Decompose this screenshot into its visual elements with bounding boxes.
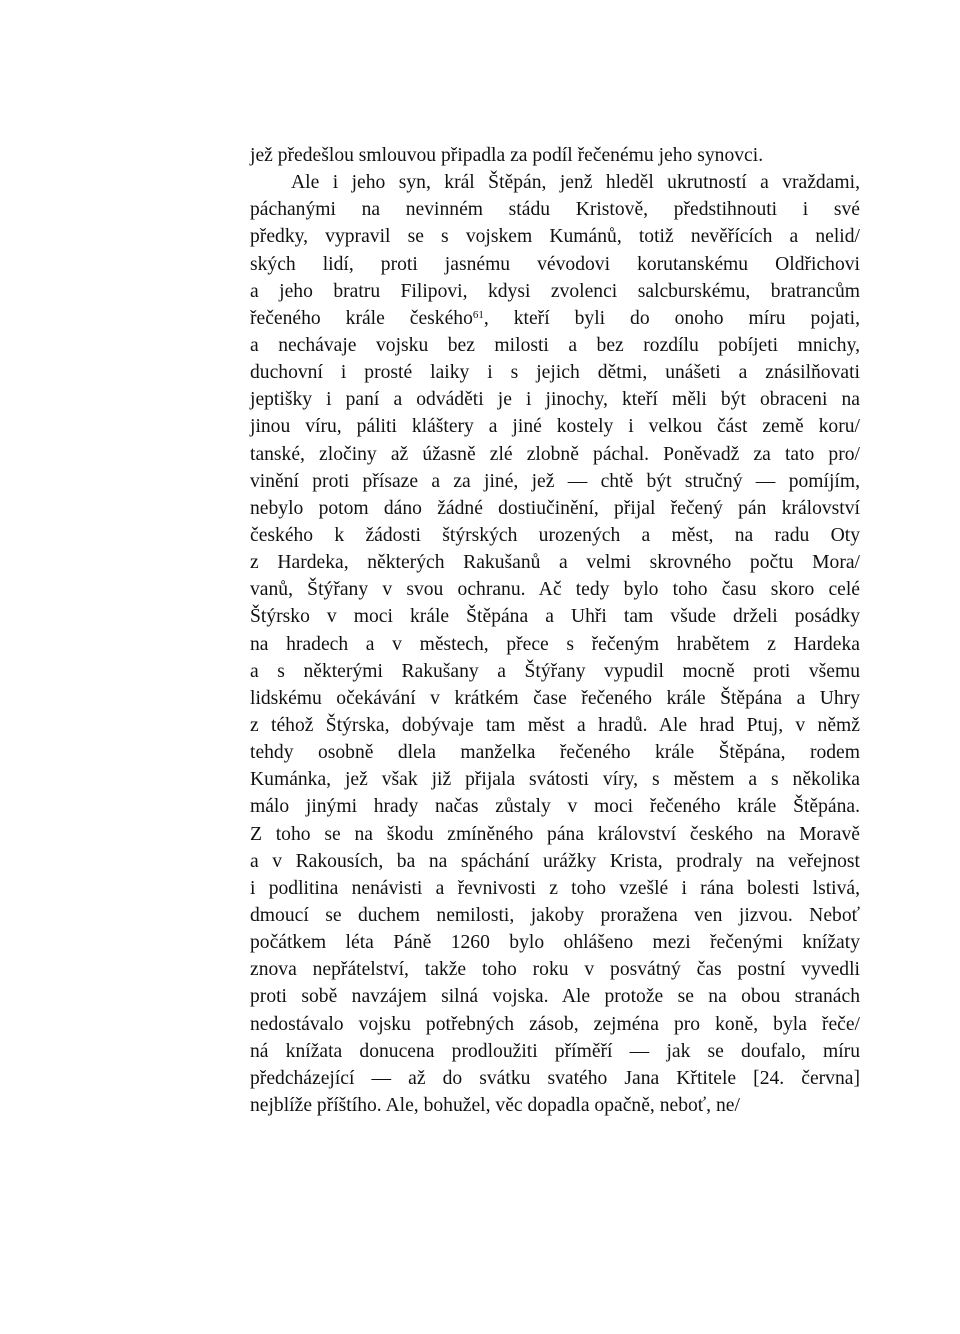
text-line: [250, 196, 860, 223]
line-text: předcházející — až do svátku svatého Jana Křtitele [24. června]: [250, 1067, 860, 1089]
line-text: proti sobě navzájem silná vojska. Ale protože se na obou stranách: [250, 986, 860, 1008]
text-line: [250, 658, 860, 685]
line-text-continued: , kteří byli do onoho míru pojati,: [483, 307, 861, 329]
text-line: [250, 413, 860, 440]
line-text: a jeho bratru Filipovi, kdysi zvolenci salcburskému, bratrancům: [250, 280, 860, 302]
line-text: ských lidí, proti jasnému vévodovi korutanskému Oldřichovi: [250, 253, 860, 275]
text-line: [250, 631, 860, 658]
line-text: tanské, zločiny až úžasně zlé zlobně páchal. Poněvadž za tato pro/: [250, 443, 860, 465]
line-text: předky, vypravil se s vojskem Kumánů, totiž nevěřících a nelid/: [250, 226, 860, 248]
line-text: lidskému očekávání v krátkém čase řečeného krále Štěpána a Uhry: [250, 687, 860, 709]
text-line: [250, 712, 860, 739]
line-text: z téhož Štýrska, dobývaje tam měst a hradů. Ale hrad Ptuj, v němž: [250, 714, 860, 736]
text-line: [250, 983, 860, 1010]
line-text: počátkem léta Páně 1260 bylo ohlášeno mezi řečenými knížaty: [250, 932, 860, 954]
text-line: [250, 522, 860, 549]
text-line: [250, 142, 860, 169]
text-line: [250, 902, 860, 929]
text-line: [250, 739, 860, 766]
line-text: nejblíže příštího. Ale, bohužel, věc dopadla opačně, neboť, ne/: [250, 1094, 740, 1116]
text-line: [250, 359, 860, 386]
text-line: [250, 441, 860, 468]
line-text: páchanými na nevinném stádu Kristově, předstihnouti i své: [250, 199, 860, 221]
line-text: i podlitina nenávisti a řevnivosti z toho vzešlé i rána bolesti lstivá,: [250, 877, 860, 899]
line-text: a nechávaje vojsku bez milosti a bez rozdílu pobíjeti mnichy,: [250, 334, 860, 356]
line-text: řečeného krále českého: [250, 307, 473, 329]
text-line: [250, 576, 860, 603]
line-text: nedostávalo vojsku potřebných zásob, zejména pro koně, byla řeče/: [250, 1013, 860, 1035]
text-line: [250, 1011, 860, 1038]
line-text: na hradech a v městech, přece s řečeným hrabětem z Hardeka: [250, 633, 860, 655]
text-line: [250, 956, 860, 983]
text-line: [250, 875, 860, 902]
line-text: duchovní i prosté laiky i s jejich dětmi, unášeti a znásilňovati: [250, 362, 860, 384]
line-text: českého k žádosti štýrských urozených a měst, na radu Oty: [250, 524, 860, 546]
text-line: [250, 685, 860, 712]
text-line: [250, 848, 860, 875]
line-text: z Hardeka, některých Rakušanů a velmi skrovného počtu Mora/: [250, 552, 860, 574]
line-text: znova nepřátelství, takže toho roku v posvátný čas postní vyvedli: [250, 959, 860, 981]
text-line: [250, 1038, 860, 1065]
line-text: a s některými Rakušany a Štýřany vypudil mocně proti všemu: [250, 660, 860, 682]
line-text: dmoucí se duchem nemilosti, jakoby proražena ven jizvou. Neboť: [250, 904, 860, 926]
line-text: jeptišky i paní a odváděti je i jinochy, kteří měli být obraceni na: [250, 389, 860, 411]
line-text: vinění proti přísaze a za jiné, jež — chtě být stručný — pomíjím,: [250, 470, 860, 492]
text-line: [250, 793, 860, 820]
text-line: [250, 766, 860, 793]
line-text: vanů, Štýřany v svou ochranu. Ač tedy bylo toho času skoro celé: [250, 579, 860, 601]
text-line: [250, 821, 860, 848]
text-line: [250, 495, 860, 522]
line-text: tehdy osobně dlela manželka řečeného krále Štěpána, rodem: [250, 742, 860, 764]
line-text: nebylo potom dáno žádné dostiučinění, přijal řečený pán království: [250, 497, 860, 519]
line-text: a v Rakousích, ba na spáchání urážky Krista, prodraly na veřejnost: [250, 850, 860, 872]
text-line: [250, 1092, 860, 1119]
text-line: [250, 278, 860, 305]
line-text: jež předešlou smlouvou připadla za podíl řečenému jeho synovci.: [250, 145, 764, 166]
line-text: Ale i jeho syn, král Štěpán, jenž hleděl ukrutností a vraždami,: [291, 172, 860, 194]
text-line: [250, 305, 860, 332]
line-text: ná knížata donucena prodloužiti příměří — jak se doufalo, míru: [250, 1040, 860, 1062]
text-line: [250, 169, 860, 196]
text-line: [250, 1065, 860, 1092]
text-line: [250, 251, 860, 278]
text-line: [250, 549, 860, 576]
text-line: [250, 929, 860, 956]
text-page: [250, 142, 860, 1119]
line-text: málo jinými hrady načas zůstaly v moci řečeného krále Štěpána.: [250, 796, 860, 818]
text-line: [250, 468, 860, 495]
line-text: jinou víru, páliti kláštery a jiné kostely i velkou část země koru/: [250, 416, 860, 438]
line-text: Štýrsko v moci krále Štěpána a Uhři tam všude drželi posádky: [250, 606, 860, 628]
text-line: [250, 603, 860, 630]
line-text: Kumánka, jež však již přijala svátosti víry, s městem a s několika: [250, 769, 860, 791]
footnote-marker: 61: [472, 308, 484, 321]
text-line: [250, 223, 860, 250]
text-line: [250, 386, 860, 413]
line-text: Z toho se na škodu zmíněného pána království českého na Moravě: [250, 823, 860, 845]
text-line: [250, 332, 860, 359]
